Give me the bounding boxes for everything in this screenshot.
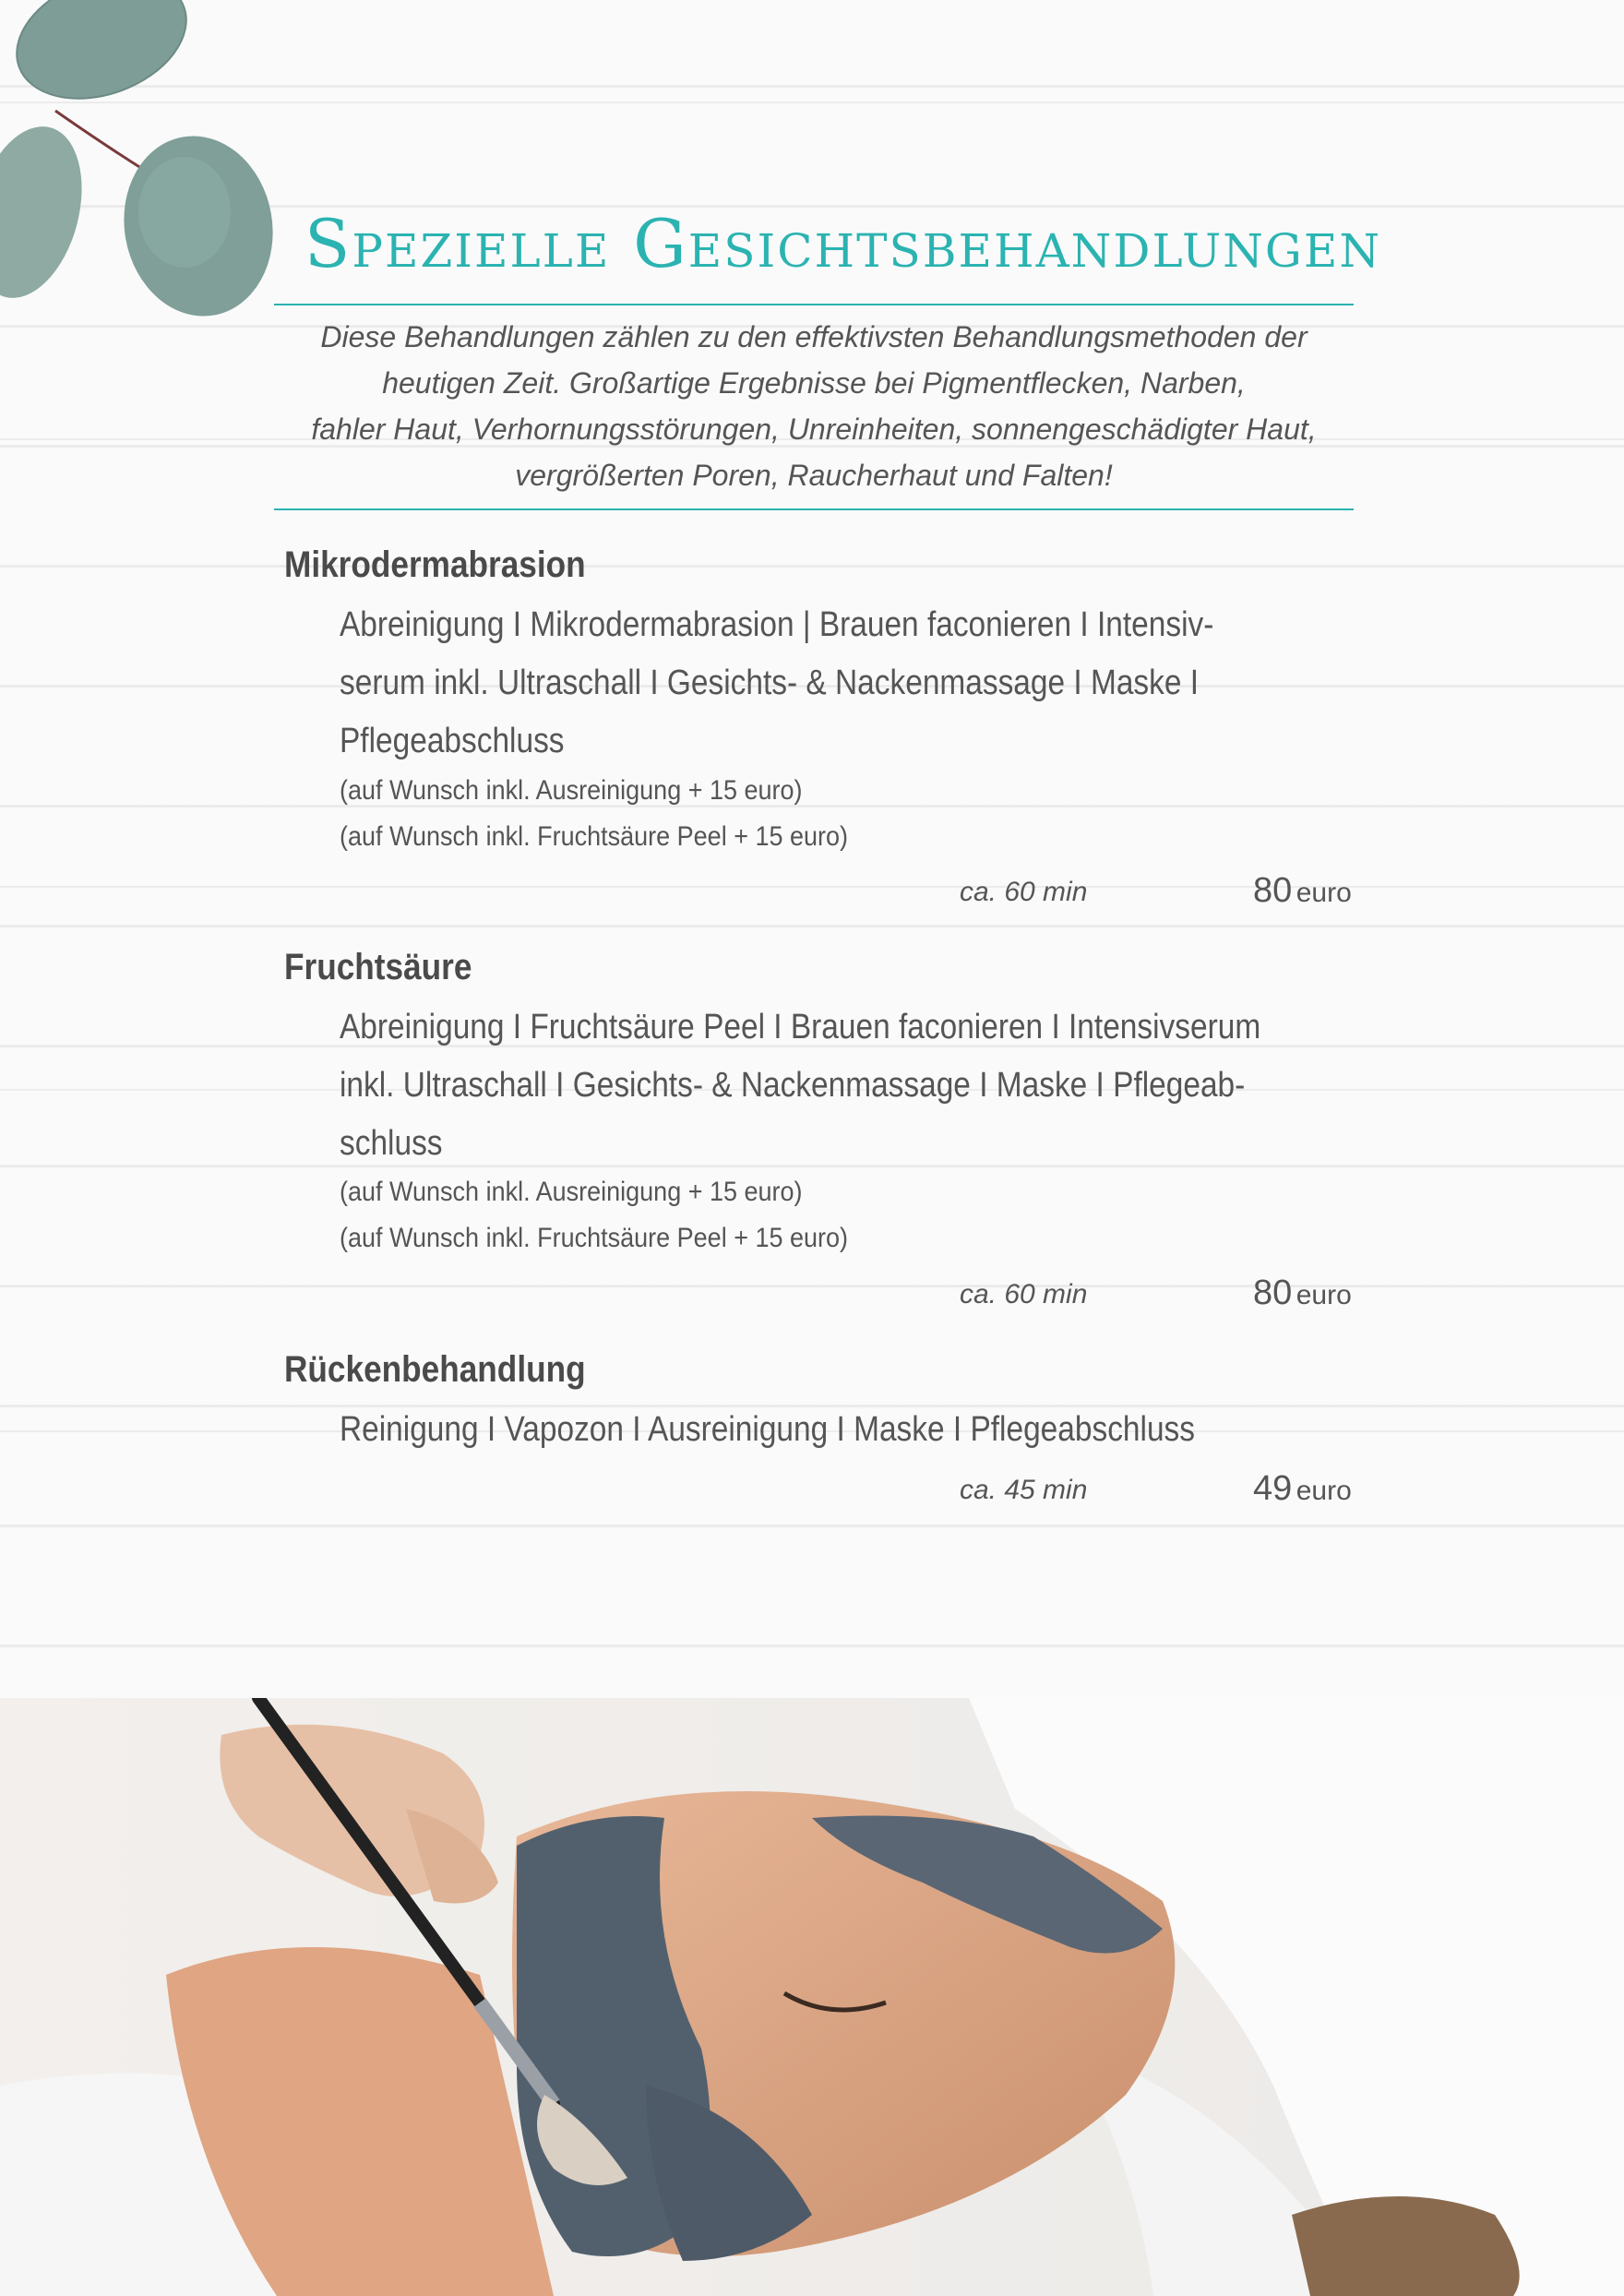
facial-mask-photo — [0, 1698, 1624, 2296]
service-title-mikrodermabrasion: Mikrodermabrasion — [284, 544, 586, 585]
description-line: schluss — [340, 1124, 443, 1163]
intro-divider — [274, 508, 1354, 510]
service-price — [1253, 871, 1352, 911]
service-description — [340, 999, 1261, 1173]
description-line: Pflegeabschluss — [340, 722, 565, 760]
service-price — [1253, 1274, 1352, 1313]
price-currency: euro — [1296, 1280, 1352, 1310]
wood-texture — [0, 886, 1624, 888]
option-note: (auf Wunsch inkl. Fruchtsäure Peel + 15 euro) — [340, 821, 849, 852]
option-note: (auf Wunsch inkl. Fruchtsäure Peel + 15 euro) — [340, 1223, 849, 1253]
service-duration: ca. 60 min — [960, 877, 1088, 907]
title-divider — [274, 304, 1354, 305]
intro-line: vergrößerten Poren, Raucherhaut und Falten! — [515, 459, 1113, 492]
description-line: Abreinigung I Mikrodermabrasion | Brauen faconieren I Intensiv- — [340, 605, 1214, 644]
description-line: Reinigung I Vapozon I Ausreinigung I Maske I Pflegeabschluss — [340, 1410, 1195, 1449]
service-notes — [340, 768, 848, 860]
price-amount: 80 — [1253, 1274, 1293, 1312]
intro-text — [274, 314, 1354, 498]
price-currency: euro — [1296, 1476, 1352, 1506]
intro-line: heutigen Zeit. Großartige Ergebnisse bei Pigmentflecken, Narben, — [382, 366, 1246, 400]
price-currency: euro — [1296, 878, 1352, 908]
intro-line: fahler Haut, Verhornungsstörungen, Unreinheiten, sonnengeschädigter Haut, — [311, 413, 1317, 446]
service-description — [340, 596, 1249, 771]
intro-line: Diese Behandlungen zählen zu den effektivsten Behandlungsmethoden der — [320, 320, 1308, 353]
description-line: serum inkl. Ultraschall I Gesichts- & Nackenmassage I Maske I — [340, 664, 1200, 702]
page-title: Spezielle Gesichtsbehandlungen — [304, 205, 1382, 282]
service-title-fruchtsaeure: Fruchtsäure — [284, 947, 472, 987]
facial-treatment-illustration — [0, 1698, 1624, 2296]
price-amount: 49 — [1253, 1469, 1293, 1508]
service-duration: ca. 60 min — [960, 1279, 1088, 1309]
service-price — [1253, 1469, 1352, 1509]
price-amount: 80 — [1253, 871, 1293, 910]
option-note: (auf Wunsch inkl. Ausreinigung + 15 euro) — [340, 775, 803, 806]
eucalyptus-leaves-image — [0, 0, 295, 332]
service-duration: ca. 45 min — [960, 1475, 1088, 1505]
service-title-rueckenbehandlung: Rückenbehandlung — [284, 1349, 586, 1390]
service-notes — [340, 1169, 848, 1262]
service-description — [340, 1401, 1249, 1459]
description-line: Abreinigung I Fruchtsäure Peel I Brauen faconieren I Intensivserum — [340, 1008, 1261, 1046]
option-note: (auf Wunsch inkl. Ausreinigung + 15 euro) — [340, 1177, 803, 1207]
description-line: inkl. Ultraschall I Gesichts- & Nackenmassage I Maske I Pflegeab- — [340, 1066, 1246, 1105]
